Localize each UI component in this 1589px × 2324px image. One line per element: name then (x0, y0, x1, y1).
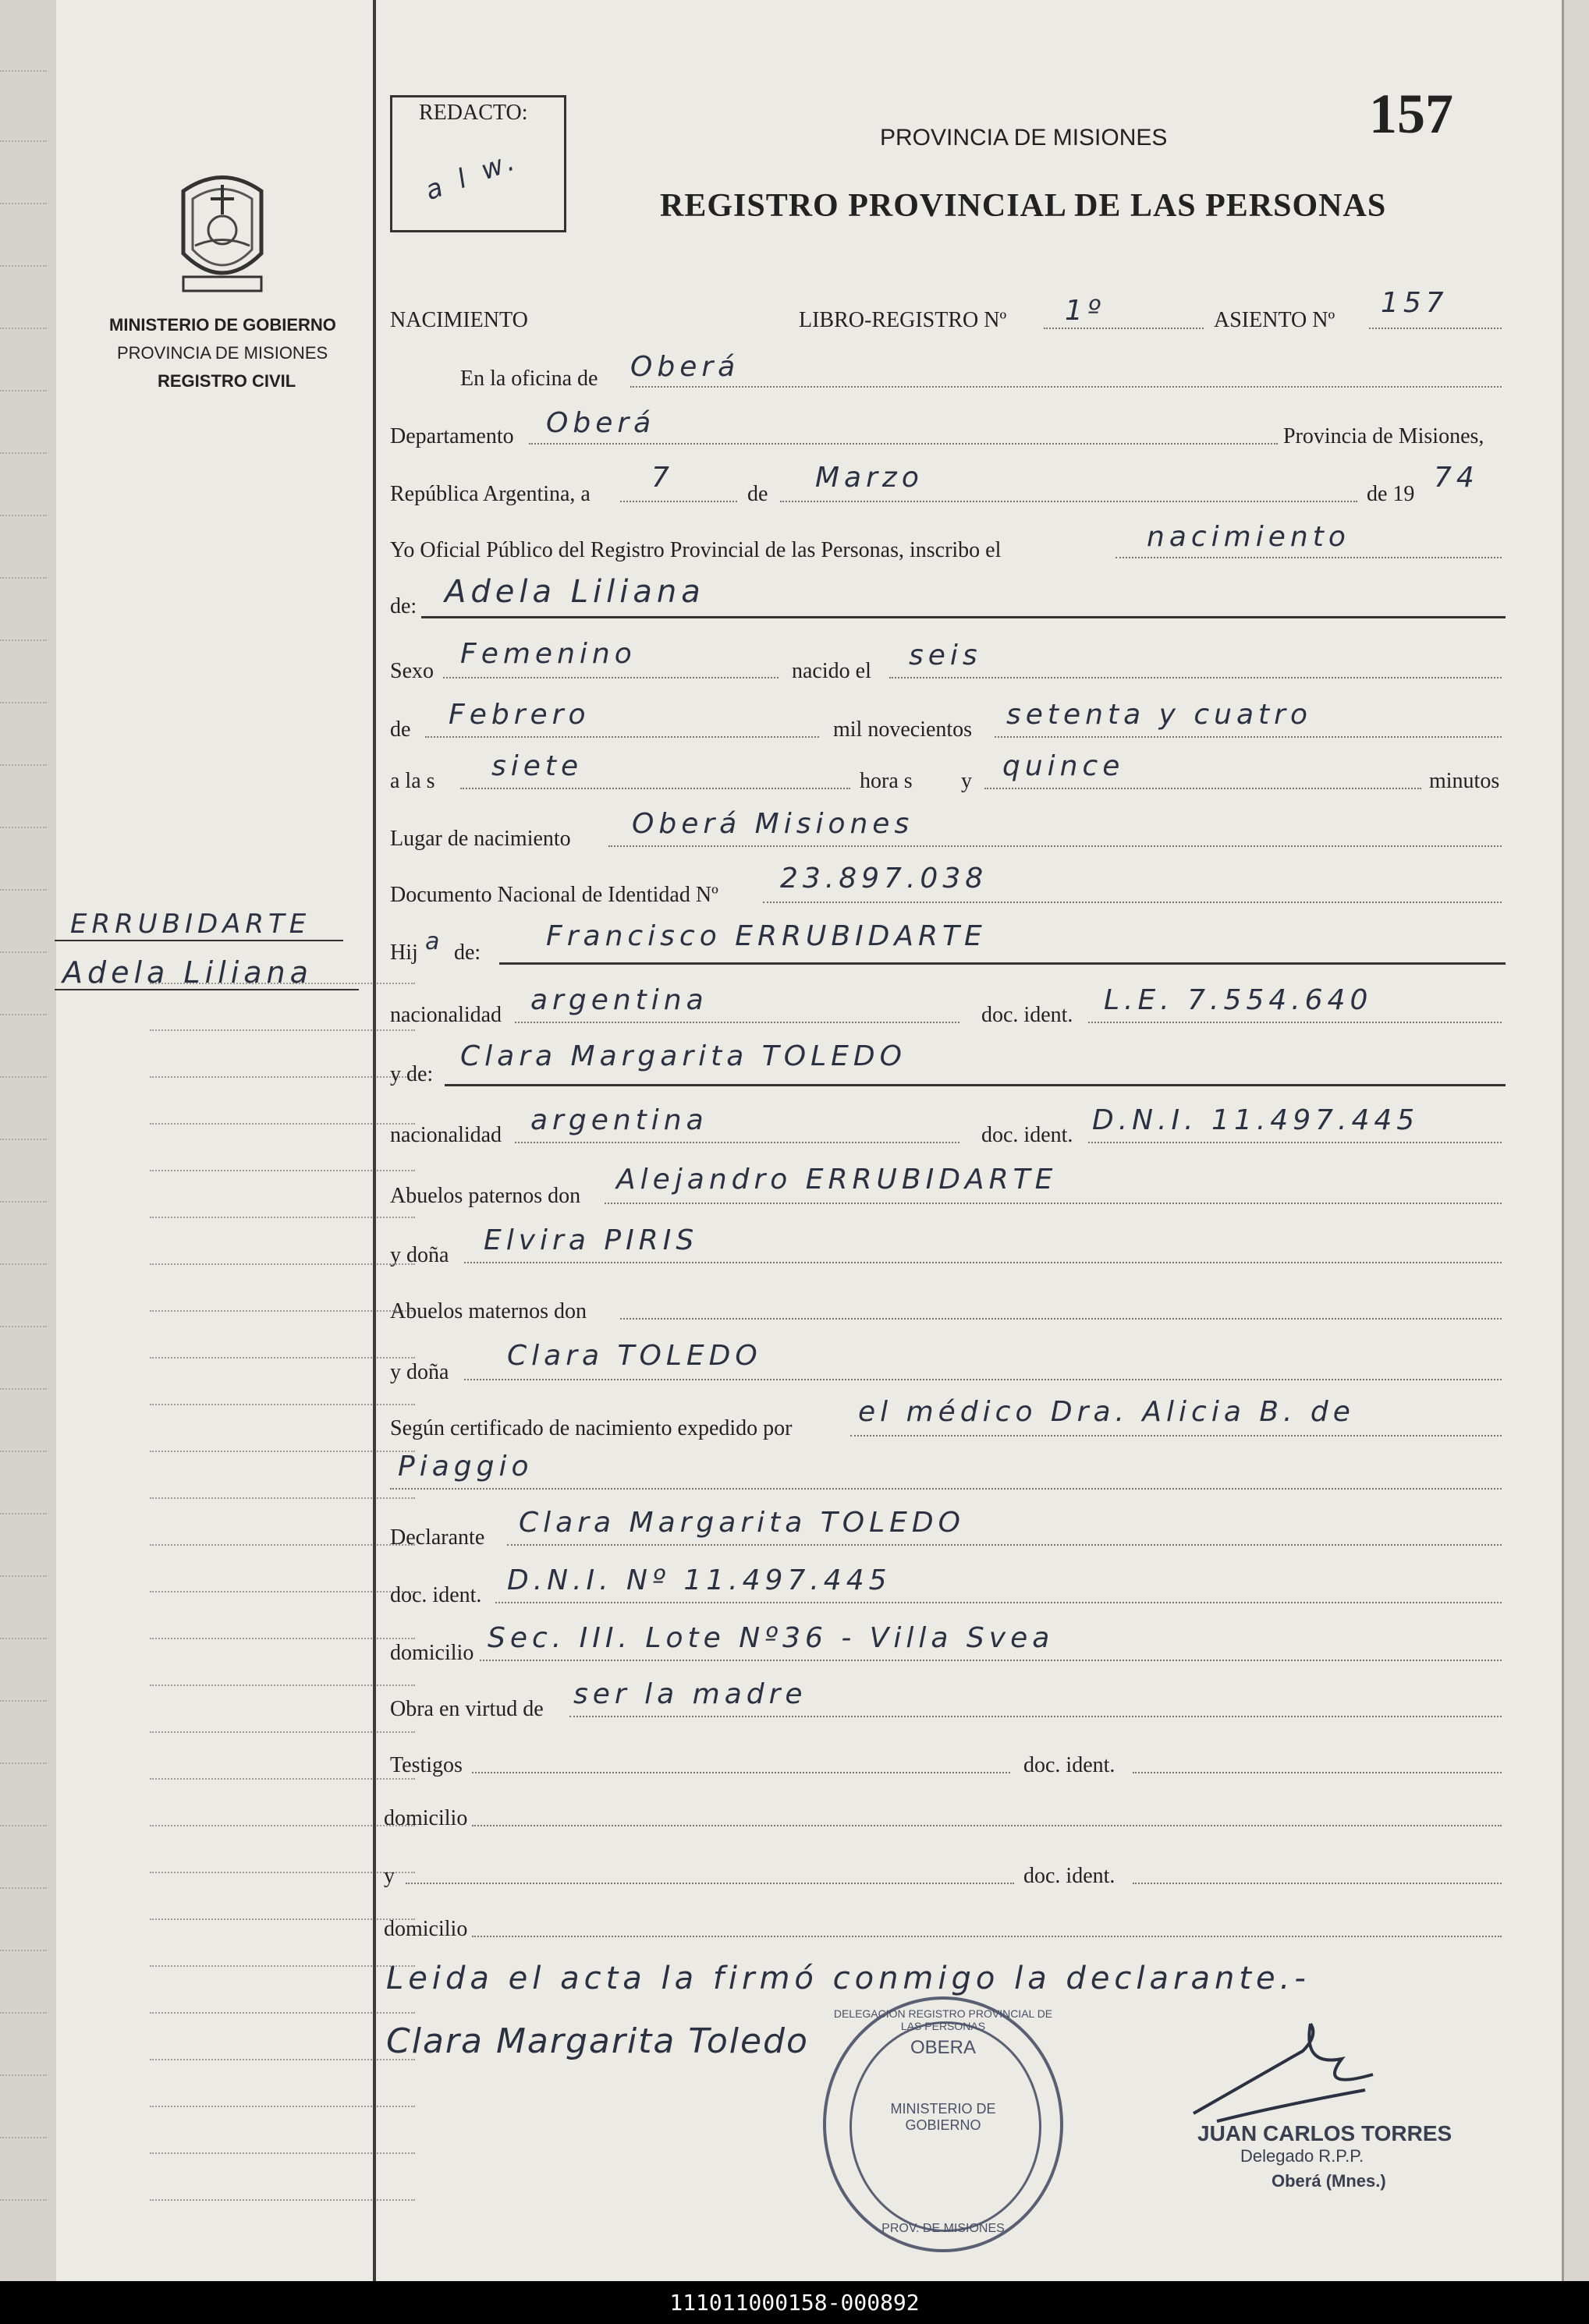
official-title: Delegado R.P.P. (1240, 2146, 1364, 2166)
declarante-value: Clara Margarita TOLEDO (519, 1507, 965, 1539)
doc2-label: doc. ident. (981, 1123, 1073, 1147)
declarant-signature: Clara Margarita Toledo (386, 2021, 809, 2061)
provincia-label: Provincia de Misiones, (1283, 424, 1484, 448)
abuelos-mat-label: Abuelos maternos don (390, 1299, 587, 1323)
hijo-suffix: a (425, 928, 445, 955)
margin-note-names: Adela Liliana (62, 955, 313, 990)
official-stamp (823, 1996, 1063, 2252)
minutos-value: quince (1002, 750, 1125, 782)
page-number: 157 (1369, 83, 1453, 145)
oficina-label: En la oficina de (460, 367, 598, 391)
doc1-value: L.E. 7.554.640 (1104, 984, 1373, 1016)
stamp-bottom: PROV. DE MISIONES (881, 2222, 1005, 2235)
testigos-label: Testigos (390, 1753, 463, 1777)
lugar-label: Lugar de nacimiento (390, 827, 571, 851)
a-las-label: a la s (390, 769, 435, 793)
header-registry: REGISTRO PROVINCIAL DE LAS PERSONAS (660, 188, 1387, 224)
certificado-label: Según certificado de nacimiento expedido por (390, 1416, 793, 1440)
official-name: JUAN CARLOS TORRES (1197, 2121, 1452, 2145)
minutos-label: minutos (1429, 769, 1500, 793)
abuelos-pat-label: Abuelos paternos don (390, 1184, 581, 1208)
doc3-label: doc. ident. (390, 1583, 482, 1607)
dni-label: Documento Nacional de Identidad Nº (390, 883, 718, 907)
footer-id: 111011000158-000892 (0, 2281, 1589, 2324)
ministry-line1: MINISTERIO DE GOBIERNO (109, 315, 336, 335)
binding-strip (0, 0, 58, 2324)
mil-label: mil novecientos (833, 717, 973, 742)
de2-label: de (390, 717, 411, 742)
margin-divider (373, 0, 376, 2281)
ministry-line3: REGISTRO CIVIL (158, 371, 296, 391)
y2-label: y (384, 1864, 395, 1888)
header-province: PROVINCIA DE MISIONES (880, 125, 1168, 151)
official-place: Oberá (Mnes.) (1272, 2171, 1386, 2191)
stamp-outer-text: DELEGACION REGISTRO PROVINCIAL DE LAS PERSONAS (833, 2007, 1053, 2032)
doc4-label: doc. ident. (1023, 1753, 1115, 1777)
hora-label: hora s (860, 769, 913, 793)
abuelo-pat-value: Alejandro ERRUBIDARTE (616, 1164, 1058, 1196)
official-signature-icon (1186, 2020, 1389, 2129)
anio-nac-value: setenta y cuatro (1006, 699, 1312, 731)
madre-value: Clara Margarita TOLEDO (460, 1040, 906, 1072)
libro-value: 1º (1065, 295, 1105, 327)
domicilio-label: domicilio (390, 1641, 474, 1665)
register-page (56, 0, 1562, 2281)
domicilio3-label: domicilio (384, 1917, 468, 1941)
nacido-value: seis (909, 639, 982, 671)
inscribo-value: nacimiento (1147, 521, 1350, 553)
nac1-value: argentina (530, 984, 708, 1016)
y-dona2-label: y doña (390, 1360, 449, 1384)
nacido-label: nacido el (792, 659, 871, 683)
obra-value: ser la madre (573, 1678, 807, 1710)
ministry-line2: PROVINCIA DE MISIONES (117, 343, 328, 363)
anio-value: 74 (1434, 462, 1479, 494)
declarante-label: Declarante (390, 1525, 485, 1550)
redacto-value: a l w. (420, 143, 523, 207)
dia-value: 7 (651, 462, 674, 494)
stamp-inner: MINISTERIO DE GOBIERNO (890, 2101, 996, 2133)
margin-note-surname: ERRUBIDARTE (70, 909, 311, 940)
doc2-value: D.N.I. 11.497.445 (1092, 1104, 1420, 1136)
nac2-value: argentina (530, 1104, 708, 1136)
nac2-label: nacionalidad (390, 1123, 502, 1147)
obra-label: Obra en virtud de (390, 1697, 544, 1721)
coat-of-arms-icon (168, 168, 277, 300)
page-edge (1562, 0, 1589, 2281)
doc5-label: doc. ident. (1023, 1864, 1115, 1888)
departamento-value: Oberá (546, 407, 656, 439)
doc3-value: D.N.I. Nº 11.497.445 (507, 1564, 892, 1596)
republica-label: República Argentina, a (390, 482, 591, 506)
domicilio2-label: domicilio (384, 1806, 468, 1830)
redacto-box (390, 95, 566, 232)
asiento-label: ASIENTO Nº (1214, 308, 1335, 332)
lugar-value: Oberá Misiones (632, 808, 914, 840)
domicilio-value: Sec. III. Lote Nº36 - Villa Svea (488, 1622, 1055, 1654)
certificado-value2: Piaggio (398, 1451, 534, 1483)
y-de-label: y de: (390, 1062, 434, 1086)
de-label: de (747, 482, 768, 506)
oficina-value: Oberá (630, 351, 740, 383)
padre-value: Francisco ERRUBIDARTE (546, 920, 987, 952)
doc1-label: doc. ident. (981, 1003, 1073, 1027)
departamento-label: Departamento (390, 424, 514, 448)
leida-value: Leida el acta la firmó conmigo la declarante.- (386, 1961, 1311, 1996)
libro-label: LIBRO-REGISTRO Nº (799, 308, 1007, 332)
abuela-mat-value: Clara TOLEDO (507, 1340, 762, 1372)
certificado-value: el médico Dra. Alicia B. de (858, 1396, 1355, 1428)
nac1-label: nacionalidad (390, 1003, 502, 1027)
hora-value: siete (491, 750, 583, 782)
sexo-label: Sexo (390, 659, 434, 683)
mes-nac-value: Febrero (449, 699, 591, 731)
stamp-top: OBERA (910, 2037, 977, 2058)
asiento-value: 157 (1381, 287, 1449, 319)
redacto-label: REDACTO: (419, 101, 528, 125)
sexo-value: Femenino (460, 638, 637, 670)
hijo-label: Hij (390, 941, 418, 965)
anio-label: de 19 (1367, 482, 1415, 506)
nombre-value: Adela Liliana (445, 574, 705, 610)
dni-value: 23.897.038 (780, 863, 988, 895)
de-nombre-label: de: (390, 594, 417, 618)
yo-label: Yo Oficial Público del Registro Provincial de las Personas, inscribo el (390, 538, 1002, 562)
hijo-de-label: de: (454, 941, 481, 965)
nacimiento-label: NACIMIENTO (390, 308, 528, 332)
abuela-pat-value: Elvira PIRIS (484, 1224, 699, 1256)
y-label: y (961, 769, 972, 793)
mes-value: Marzo (815, 462, 924, 494)
y-dona1-label: y doña (390, 1243, 449, 1267)
